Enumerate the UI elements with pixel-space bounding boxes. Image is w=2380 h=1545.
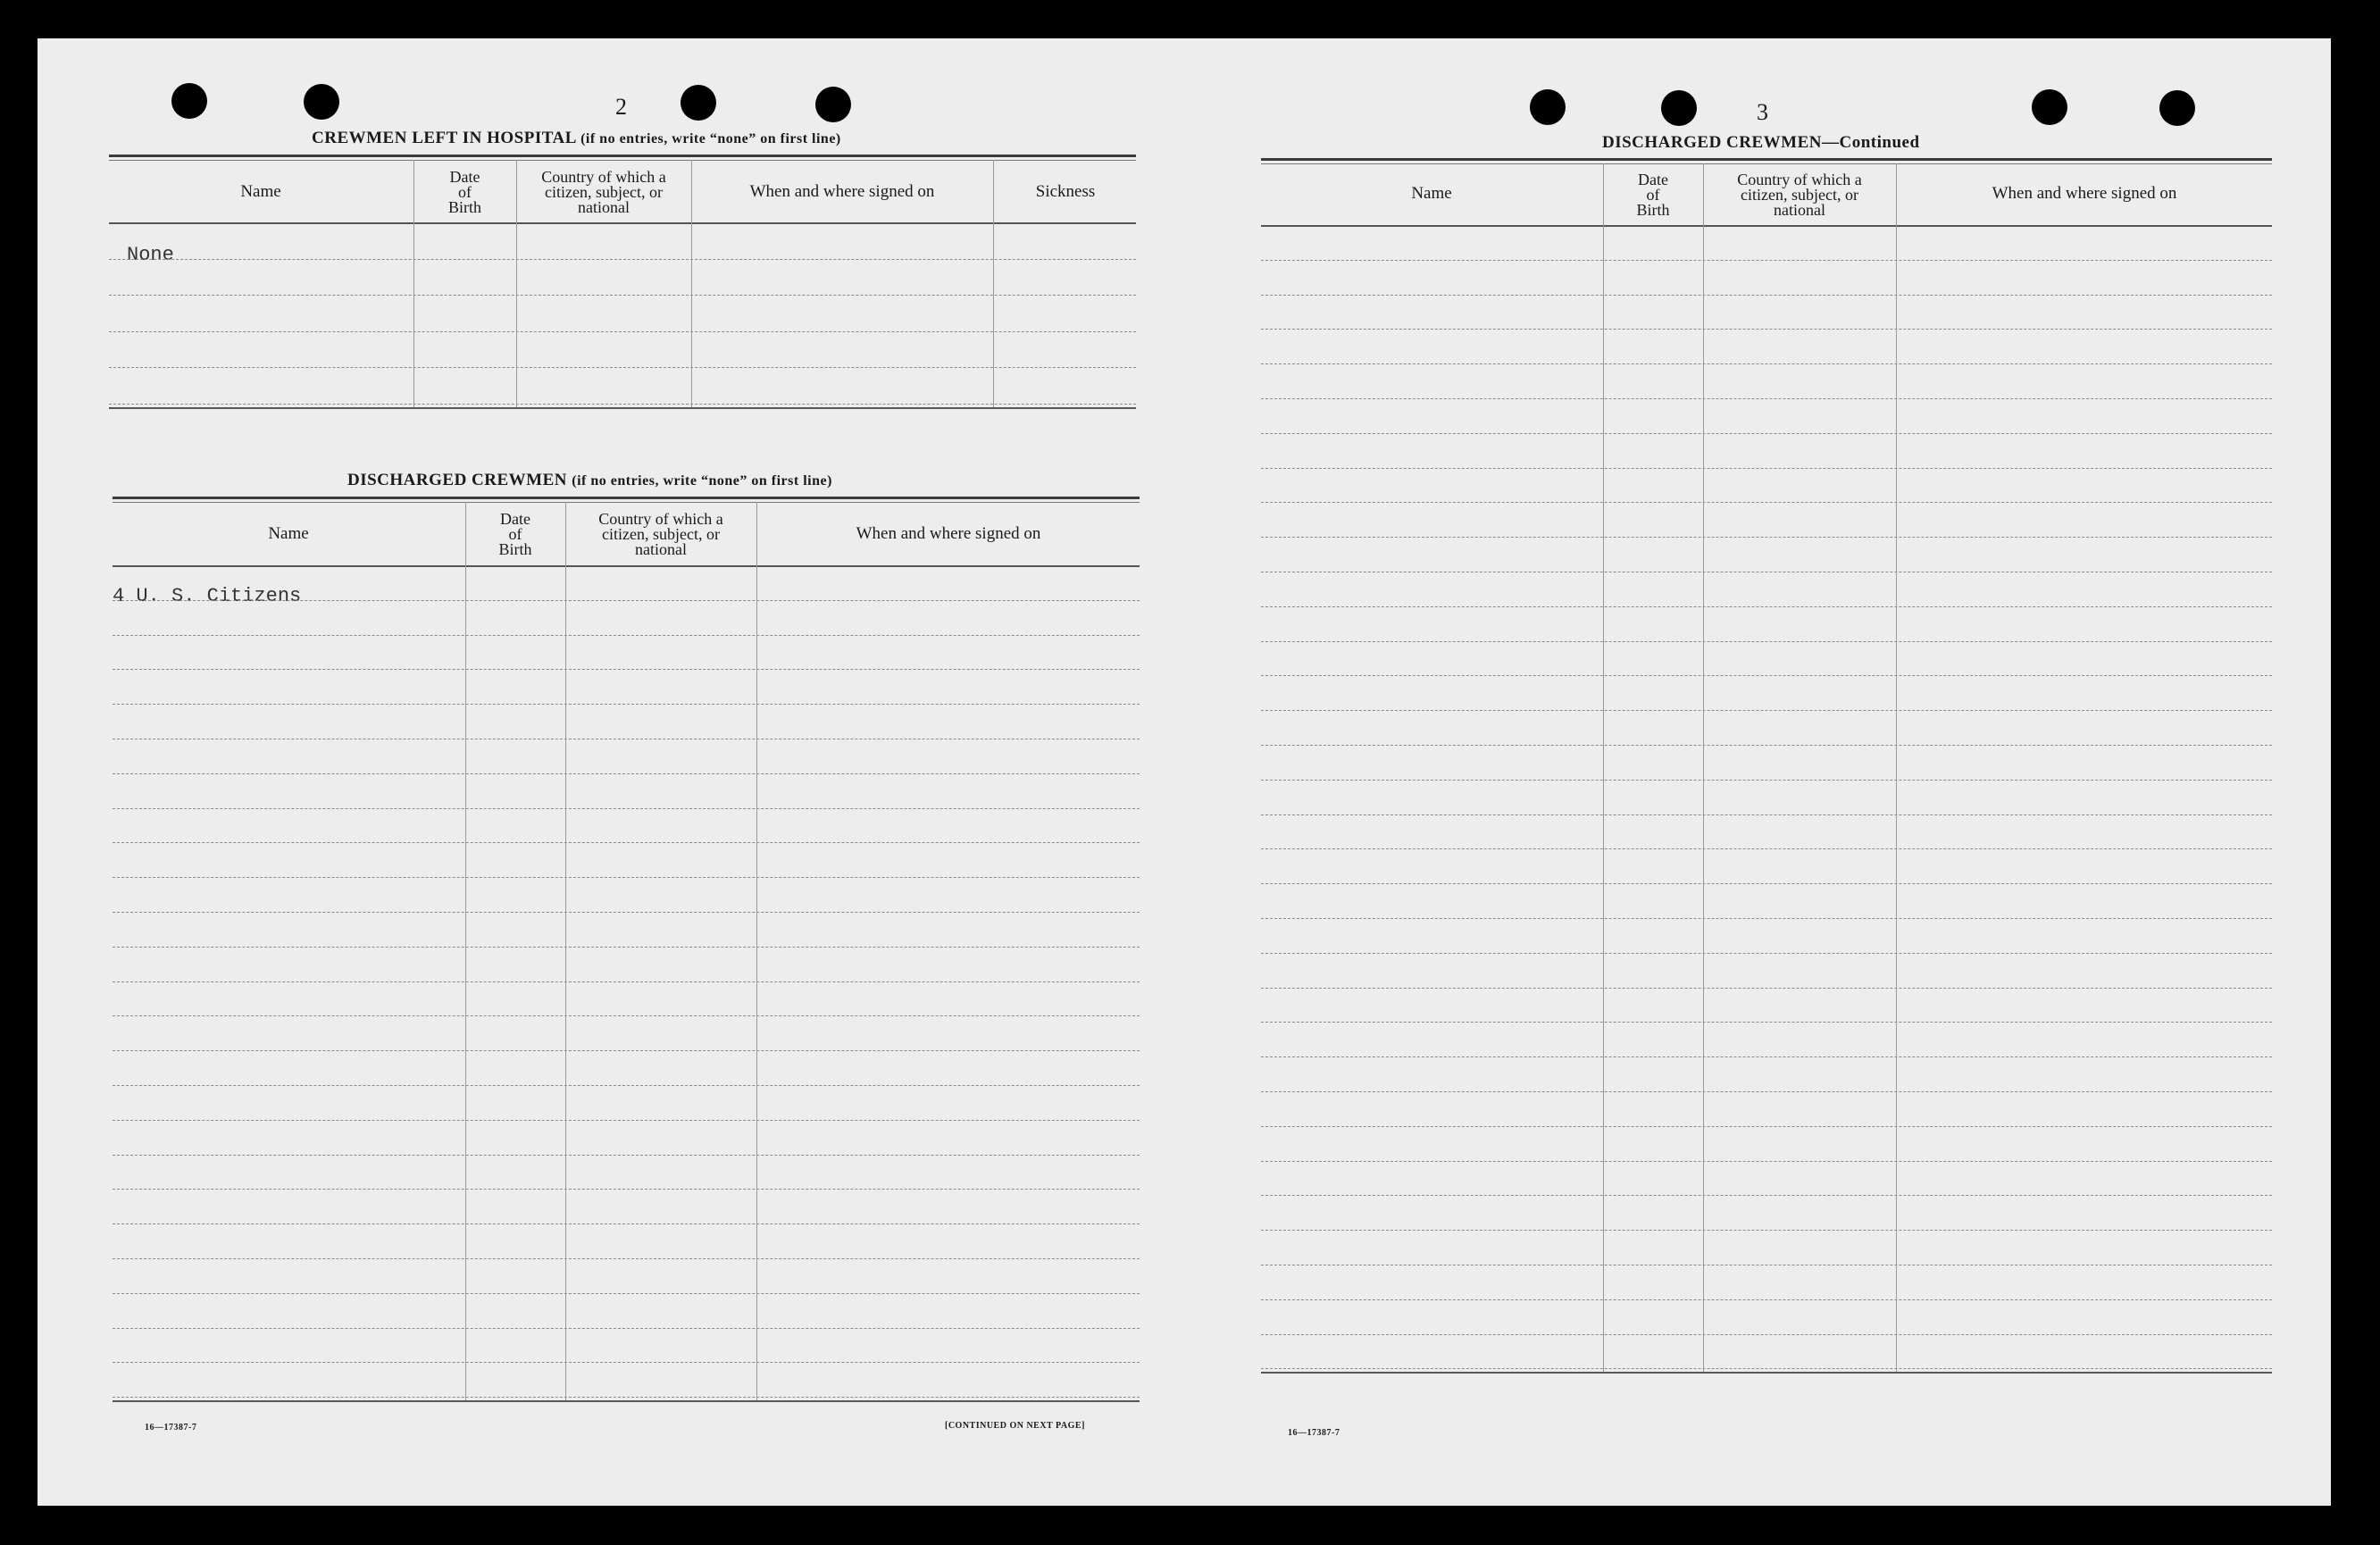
table-row-line: [1261, 329, 2272, 330]
table-row-line: [1261, 502, 2272, 503]
table-row-line: [113, 1085, 1140, 1086]
table-row-line: [113, 1050, 1140, 1051]
table-row-line: [109, 295, 1136, 296]
table-row-line: [1261, 606, 2272, 607]
table-row-line: [1261, 1368, 2272, 1369]
table-column-divider: [691, 160, 692, 407]
table-row-line: [1261, 988, 2272, 989]
table-row-line: [113, 947, 1140, 948]
punch-hole: [2159, 90, 2195, 126]
table-row-line: [1261, 814, 2272, 815]
table-row-line: [109, 331, 1136, 332]
hospital-top-rule: [109, 154, 1136, 157]
continued-top-rule: [1261, 158, 2272, 161]
table-row-line: [1261, 918, 2272, 919]
table-row-line: [113, 704, 1140, 705]
table-row-line: [1261, 780, 2272, 781]
continued-col-name: Name: [1411, 184, 1452, 203]
continued-col-country: Country of which a citizen, subject, or national: [1737, 171, 1862, 219]
discharged-col-country: Country of which a citizen, subject, or national: [598, 510, 723, 558]
table-row-line: [113, 1155, 1140, 1156]
table-row-line: [1261, 1126, 2272, 1127]
discharged-col-date-of-birth: Date of Birth: [498, 510, 532, 558]
table-row-line: [1261, 468, 2272, 469]
table-row-line: [1261, 953, 2272, 954]
table-row-line: [113, 1189, 1140, 1190]
table-row-line: [1261, 398, 2272, 399]
punch-hole: [815, 87, 851, 122]
table-row-line: [113, 1397, 1140, 1398]
table-row-line: [113, 669, 1140, 670]
table-row-line: [1261, 1334, 2272, 1335]
table-bottom-rule: [113, 1400, 1140, 1402]
table-row-line: [109, 404, 1136, 405]
table-row-line: [109, 259, 1136, 260]
table-row-line: [113, 981, 1140, 982]
table-row-line: [1261, 363, 2272, 364]
discharged-top-rule: [113, 497, 1140, 499]
table-row-line: [113, 1015, 1140, 1016]
hospital-col-name: Name: [240, 182, 281, 201]
hospital-table-title: CREWMEN LEFT IN HOSPITAL (if no entries, write “none” on first line): [312, 129, 841, 147]
table-row-line: [1261, 710, 2272, 711]
punch-hole: [681, 85, 716, 121]
hospital-col-signed-on: When and where signed on: [749, 182, 935, 201]
continued-on-next-page-note: [CONTINUED ON NEXT PAGE]: [945, 1421, 1085, 1431]
table-row-line: [1261, 537, 2272, 538]
table-column-divider: [516, 160, 517, 407]
punch-hole: [171, 83, 207, 119]
table-row-line: [1261, 675, 2272, 676]
table-column-divider: [465, 502, 466, 1400]
table-row-line: [113, 1258, 1140, 1259]
table-row-line: [1261, 433, 2272, 434]
table-row-line: [113, 1328, 1140, 1329]
table-row-line: [113, 773, 1140, 774]
table-row-line: [1261, 1299, 2272, 1300]
hospital-col-country: Country of which a citizen, subject, or national: [541, 168, 666, 216]
table-row-line: [1261, 848, 2272, 849]
discharged-entry-first: 4 U. S. Citizens: [113, 585, 302, 607]
table-row-line: [109, 367, 1136, 368]
table-column-divider: [993, 160, 994, 407]
table-row-line: [1261, 1056, 2272, 1057]
table-column-divider: [565, 502, 566, 1400]
table-row-line: [1261, 1091, 2272, 1092]
table-row-line: [1261, 295, 2272, 296]
table-row-line: [113, 1120, 1140, 1121]
table-row-line: [113, 1362, 1140, 1363]
document-sheet: [38, 38, 2331, 1506]
table-row-line: [1261, 641, 2272, 642]
punch-hole: [2032, 89, 2067, 125]
page-number-left: 2: [615, 94, 627, 120]
discharged-table-title: DISCHARGED CREWMEN (if no entries, write “none” on first line): [347, 471, 832, 489]
table-row-line: [1261, 1161, 2272, 1162]
table-row-line: [1261, 745, 2272, 746]
hospital-entry-first: None: [127, 244, 174, 266]
table-header-rule: [109, 222, 1136, 224]
hospital-col-date-of-birth: Date of Birth: [447, 168, 481, 216]
page-number-right: 3: [1757, 99, 1768, 125]
table-bottom-rule: [1261, 1372, 2272, 1374]
table-row-line: [113, 808, 1140, 809]
table-row-line: [113, 842, 1140, 843]
table-row-line: [113, 635, 1140, 636]
table-bottom-rule: [109, 407, 1136, 409]
table-row-line: [1261, 260, 2272, 261]
left-form-number: 16—17387-7: [145, 1423, 197, 1432]
table-header-rule: [113, 565, 1140, 567]
table-row-line: [113, 1223, 1140, 1224]
table-row-line: [113, 600, 1140, 601]
continued-col-date-of-birth: Date of Birth: [1636, 171, 1670, 219]
table-column-divider: [1896, 163, 1897, 1372]
table-row-line: [1261, 1230, 2272, 1231]
discharged-col-name: Name: [268, 524, 309, 543]
table-column-divider: [1603, 163, 1604, 1372]
table-column-divider: [413, 160, 414, 407]
table-row-line: [113, 1293, 1140, 1294]
table-row-line: [113, 912, 1140, 913]
right-form-number: 16—17387-7: [1288, 1428, 1340, 1438]
discharged-col-signed-on: When and where signed on: [856, 524, 1041, 543]
punch-hole: [1530, 89, 1566, 125]
table-row-line: [1261, 1195, 2272, 1196]
table-row-line: [1261, 1022, 2272, 1023]
table-column-divider: [1703, 163, 1704, 1372]
continued-col-signed-on: When and where signed on: [1992, 184, 2177, 203]
punch-hole: [1661, 90, 1697, 126]
hospital-col-sickness: Sickness: [1035, 182, 1096, 201]
continued-table-title: DISCHARGED CREWMEN—Continued: [1602, 133, 1920, 152]
table-header-rule: [1261, 225, 2272, 227]
table-row-line: [1261, 883, 2272, 884]
punch-hole: [304, 84, 339, 120]
table-row-line: [113, 877, 1140, 878]
table-column-divider: [756, 502, 757, 1400]
